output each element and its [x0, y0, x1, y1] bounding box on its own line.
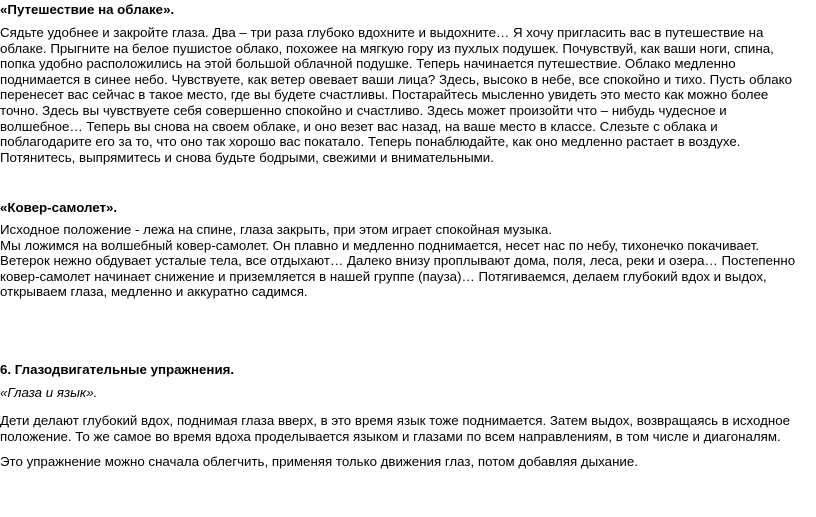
- text-line: облаке. Прыгните на белое пушистое облако, похожее на мягкую гору из пухлых подушек. Почувствуй, как ваши ноги, спина,: [0, 40, 774, 56]
- flying-carpet-text: [0, 222, 812, 300]
- exercise-title: «Глаза и язык».: [0, 385, 98, 400]
- text-line: Ветерок нежно обдувает усталые тела, все отдыхают… Далеко внизу проплывают дома, поля, леса, реки и озера… Постепенно: [0, 253, 796, 269]
- exercise-note: Это упражнение можно сначала облегчить, применяя только движения глаз, потом добавляя дыхание.: [0, 454, 638, 469]
- section-title-flying-carpet: «Ковер-самолет».: [0, 200, 118, 215]
- text-line: Исходное положение - лежа на спине, глаза закрыть, при этом играет спокойная музыка.: [0, 222, 553, 237]
- section-title-eye-exercises: 6. Глазодвигательные упражнения.: [0, 362, 235, 377]
- text-line: ковер-самолет начинает снижение и приземляется в нашей группе (пауза)… Потягиваемся, делаем глубокий вдох и выдох,: [0, 268, 767, 284]
- text-line: открываем глаза, медленно и аккуратно садимся.: [0, 284, 308, 300]
- text-line: попка удобно расположились на этой большой облачной подушке. Теперь начинается путешествие. Облако медленно: [0, 56, 736, 72]
- text-line: Мы ложимся на волшебный ковер-самолет. Он плавно и медленно поднимается, несет нас по небу, тихонечко покачивает.: [0, 237, 760, 253]
- text-line: поднимается в синее небо. Чувствуете, как ветер овевает ваши лица? Здесь, высоко в небе, все спокойно и тихо. Пусть облако: [0, 71, 793, 87]
- text-line: волшебное… Теперь вы снова на своем облаке, и оно везет вас назад, на ваше место в классе. Слезьте с облака и: [0, 118, 718, 134]
- text-line: положение. То же самое во время вдоха проделывается языком и глазами по всем направлениям, в том числе и диагоналям.: [0, 428, 781, 444]
- text-line: точно. Здесь вы чувствуете себя совершенно спокойно и счастливо. Здесь может произойти что – нибудь чудесное и: [0, 102, 727, 118]
- section-title-cloud-journey: «Путешествие на облаке».: [0, 2, 175, 17]
- text-line: перенесет вас сейчас в такое место, где вы будете счастливы. Постарайтесь мысленно увидеть это место как можно более: [0, 87, 769, 103]
- cloud-journey-text: [0, 25, 812, 165]
- text-line: поблагодарите его за то, что оно так хорошо вас покатало. Теперь понаблюдайте, как оно медленно растает в воздухе.: [0, 134, 741, 150]
- text-line: Сядьте удобнее и закройте глаза. Два – три раза глубоко вдохните и выдохните… Я хочу пригласить вас в путешествие на: [0, 25, 764, 40]
- text-line: Дети делают глубокий вдох, поднимая глаза вверх, в это время язык тоже поднимается. Затем выдох, возвращаясь в исходное: [0, 413, 791, 428]
- exercise-text: [0, 413, 812, 444]
- text-line: Потянитесь, выпрямитесь и снова будьте бодрыми, свежими и внимательными.: [0, 149, 494, 165]
